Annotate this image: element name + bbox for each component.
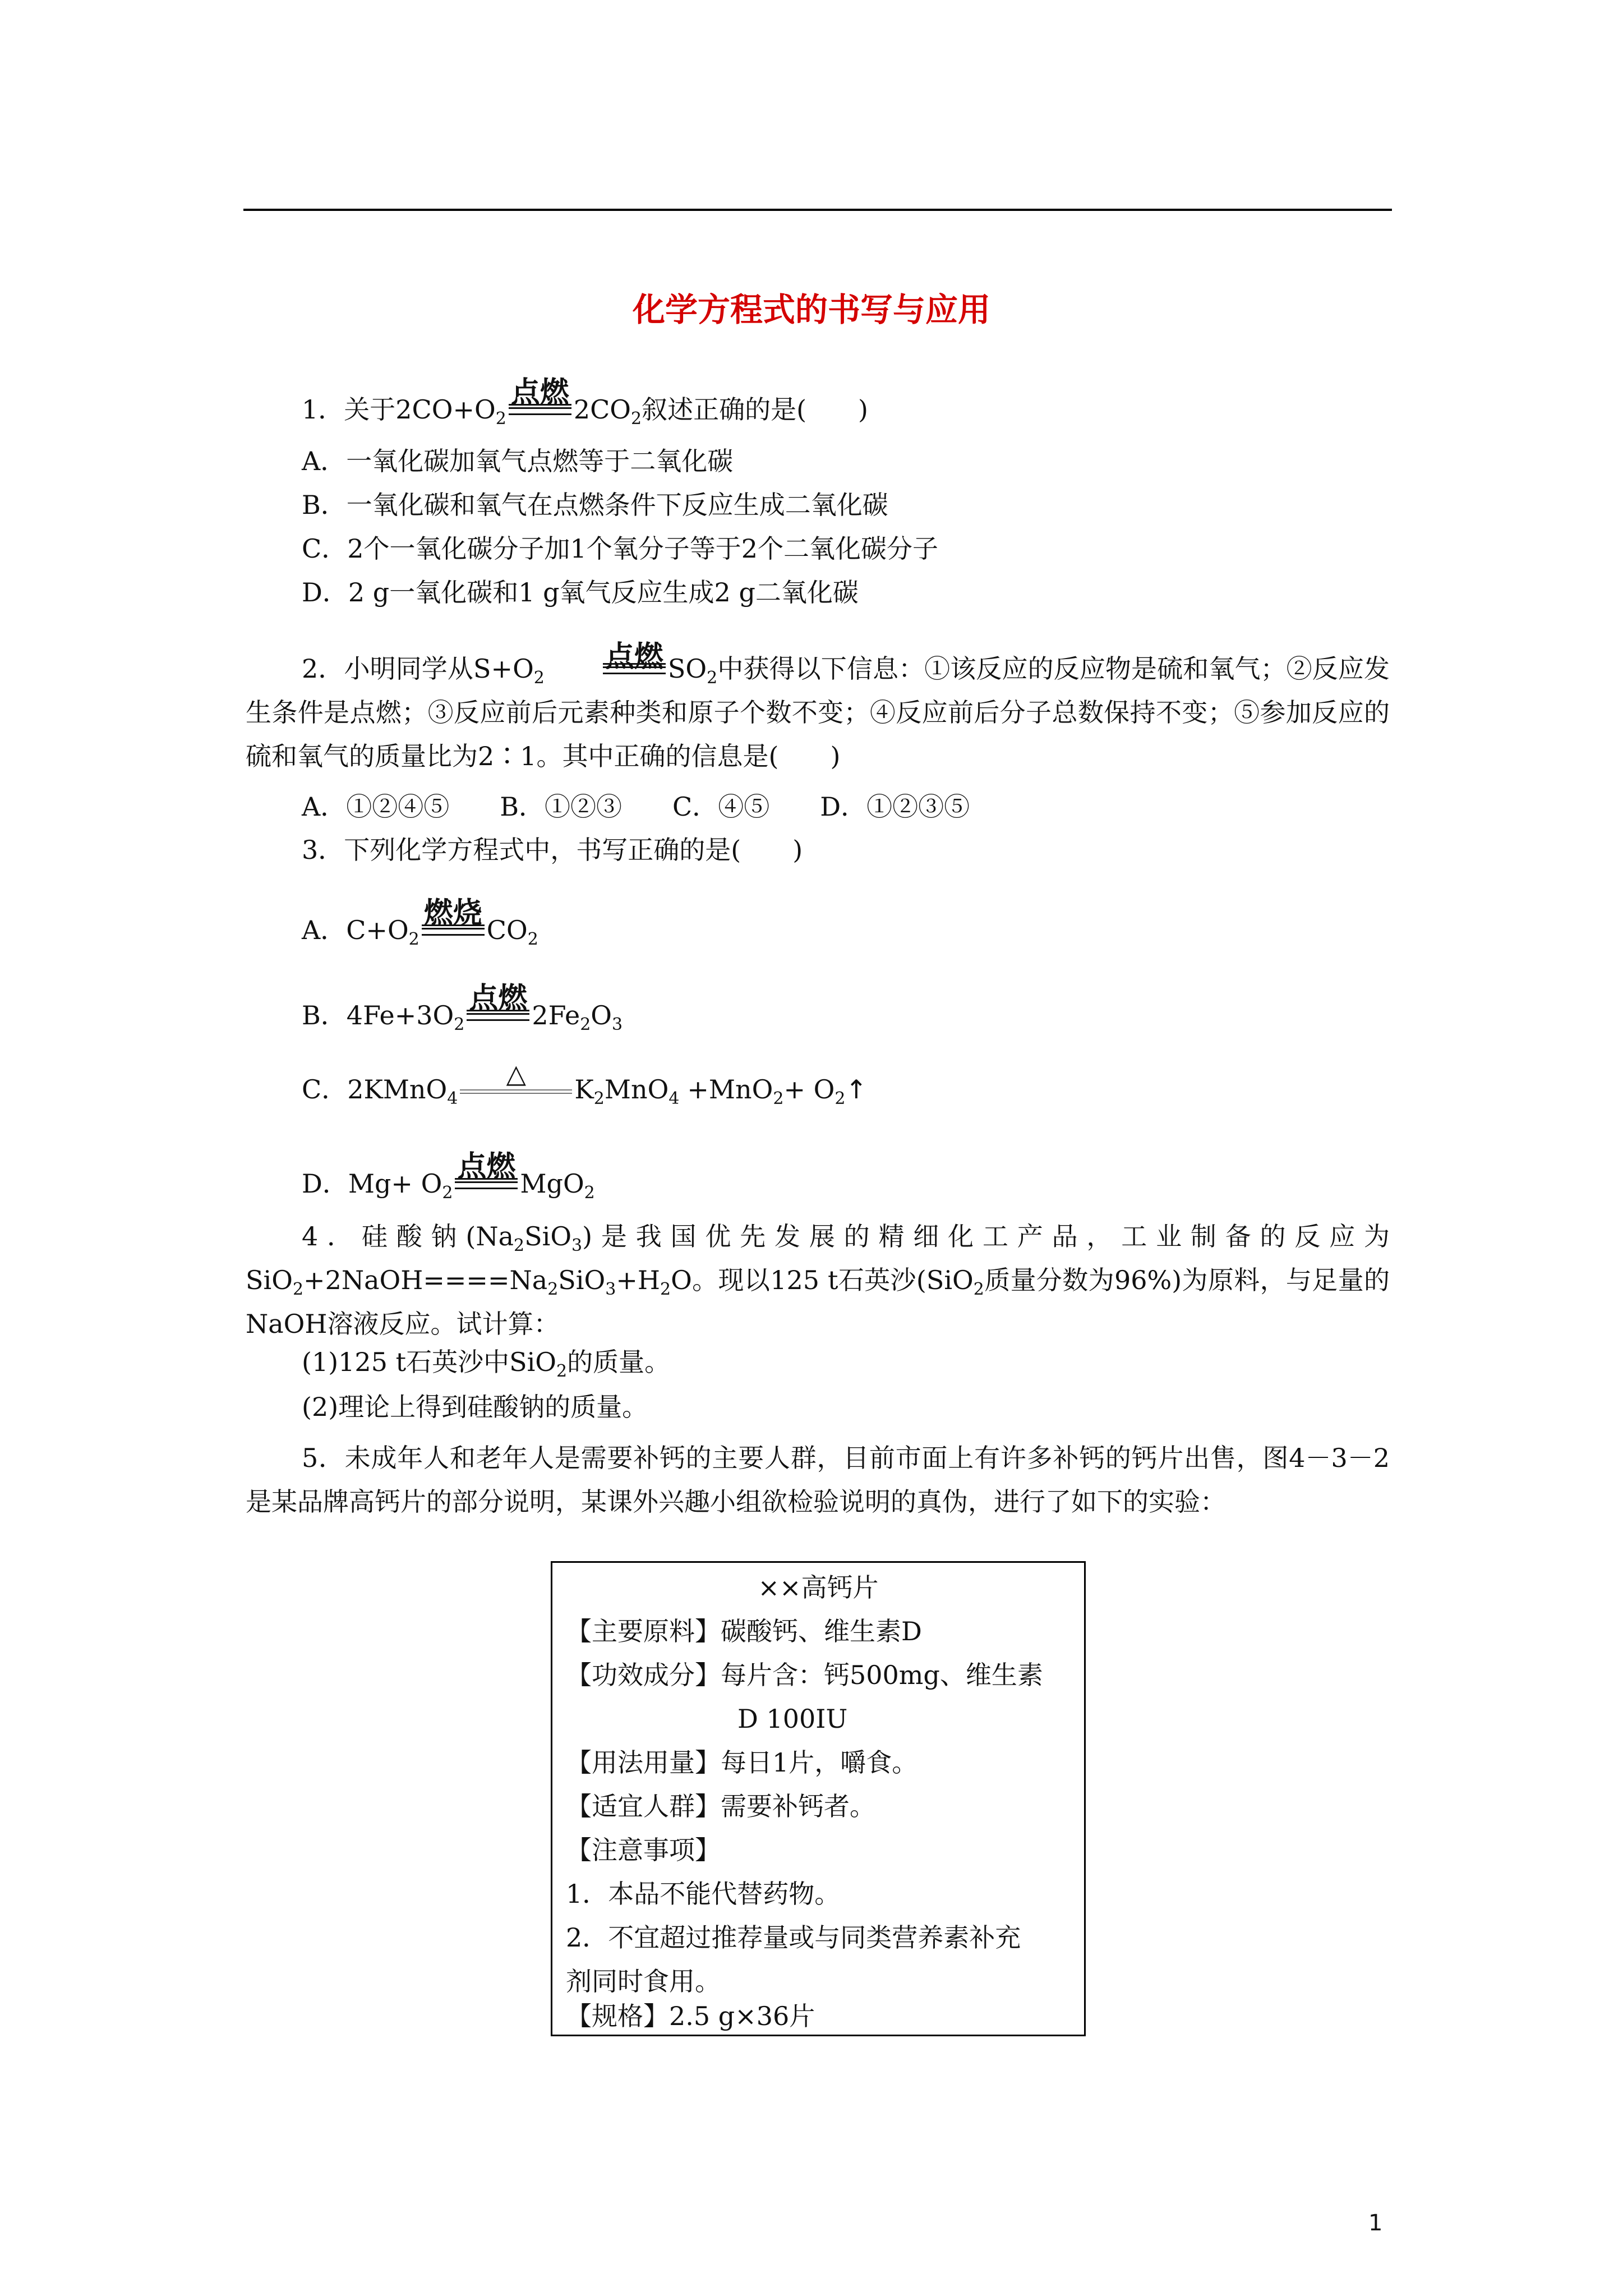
reaction-condition: 燃烧 <box>422 913 485 947</box>
reaction-condition: △ <box>460 1073 572 1106</box>
q2-option-b: B．①②③ <box>500 792 623 822</box>
q1-option-c: C．2个一氧化碳分子加1个氧分子等于2个二氧化碳分子 <box>302 533 938 564</box>
q3-option-b: B．$4Fe+3O_2$ 点燃 $2Fe_2O_3$ <box>302 982 623 1034</box>
q2-option-a: A．①②④⑤ <box>302 792 450 822</box>
q3-option-a: A．$C+O_2$ 燃烧 $CO_2$ <box>302 896 538 949</box>
reaction-condition: 点燃 <box>509 393 571 426</box>
q3-option-c: C．2KMnO$_4$ △ $K_2MnO_4 +MnO_2+$ $O_2↑$ <box>302 1059 867 1108</box>
q2-option-d: D．①②③⑤ <box>820 792 970 822</box>
product-label-box <box>551 1561 1086 2036</box>
label-line: 剂同时食用。 <box>566 1966 721 1996</box>
label-line: 【功效成分】每片含：钙500mg、维生素 <box>566 1660 1043 1690</box>
q3-option-d: D．$Mg+ O_2$ 点燃 MgO$_2$ <box>302 1150 595 1203</box>
page-title: 化学方程式的书写与应用 <box>632 291 990 329</box>
q1-option-b: B．一氧化碳和氧气在点燃条件下反应生成二氧化碳 <box>302 490 888 520</box>
q3-stem: 3．下列化学方程式中，书写正确的是( ) <box>302 835 803 865</box>
q2-stem: 2．小明同学从$S+O_2$ 点燃 $SO_2$中获得以下信息：①该反应的反应物是硫和氧气；②反应发生条件是点燃；③反应前后元素种类和原子个数不变；④反应前后分子总数保持不变；⑤参加反应的硫和氧气的质量比为2∶1。其中正确的信息是( ) <box>246 640 1390 771</box>
q4-stem: 4．硅酸钠$(Na_2SiO_3)$是我国优先发展的精细化工产品，工业制备的反应为$SiO_2+2NaOH====Na_2SiO_3+H_2O$。现以125 t石英沙(SiO$_2$质量分数为96%)为原料，与足量的NaOH溶液反应。试计算： <box>246 1221 1390 1339</box>
q1-stem: 1．关于$2CO+O_2$ 点燃 $2CO_2$叙述正确的是( ) <box>302 376 868 429</box>
q2-options <box>302 790 1020 823</box>
q5-stem: 5．未成年人和老年人是需要补钙的主要人群，目前市面上有许多补钙的钙片出售，图4－3－2是某品牌高钙片的部分说明，某课外兴趣小组欲检验说明的真伪，进行了如下的实验： <box>246 1443 1390 1517</box>
label-line: 【适宜人群】需要补钙者。 <box>566 1791 875 1821</box>
reaction-condition: 点燃 <box>467 999 529 1032</box>
label-line: 【规格】2.5 g×36片 <box>566 2001 815 2031</box>
label-line: 【用法用量】每日1片，嚼食。 <box>566 1747 918 1778</box>
q1-option-d: D．2 g一氧化碳和1 g氧气反应生成2 g二氧化碳 <box>302 577 859 608</box>
label-line: 【主要原料】碳酸钙、维生素D <box>566 1616 922 1646</box>
label-title: ××高钙片 <box>758 1572 879 1603</box>
q4-sub1: (1)125 t石英沙中SiO$_2$的质量。 <box>302 1347 671 1381</box>
header-rule <box>243 209 1392 211</box>
reaction-condition: 点燃 <box>455 1167 518 1200</box>
gas-arrow: ↑ <box>845 1074 867 1105</box>
label-line: D 100IU <box>737 1704 848 1734</box>
label-line: 2．不宜超过推荐量或与同类营养素补充 <box>566 1922 1021 1953</box>
label-line: 【注意事项】 <box>566 1835 721 1865</box>
q4-sub2: (2)理论上得到硅酸钠的质量。 <box>302 1392 648 1422</box>
reaction-condition: 点燃 <box>547 647 666 691</box>
page-number: 1 <box>1368 2210 1383 2236</box>
q2-option-c: C．④⑤ <box>672 792 770 822</box>
label-line: 1．本品不能代替药物。 <box>566 1879 841 1909</box>
q1-option-a: A．一氧化碳加氧气点燃等于二氧化碳 <box>302 446 734 476</box>
